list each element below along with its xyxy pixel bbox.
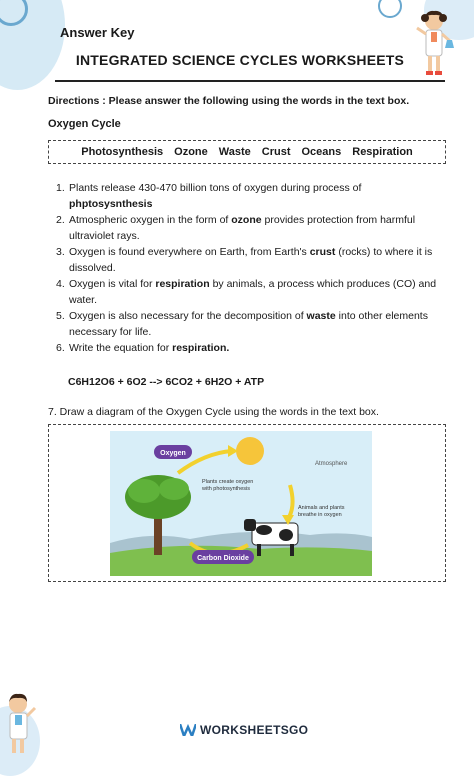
respiration-equation: C6H12O6 + 6O2 --> 6CO2 + 6H2O + ATP xyxy=(68,376,265,388)
question-item xyxy=(56,212,446,244)
question-answer: crust xyxy=(309,246,336,258)
question-number: 6. xyxy=(56,342,65,354)
question-text-continued: provides protection from harmful ultraviolet rays. xyxy=(69,214,416,242)
word-box xyxy=(48,140,446,164)
question-answer: phptosysnthesis xyxy=(69,198,153,210)
question-text-continued: (rocks) to where it is dissolved. xyxy=(69,246,433,274)
question-text: Oxygen is vital for xyxy=(69,278,153,290)
question-text: Oxygen is found everywhere on Earth, from Earth's xyxy=(69,246,307,258)
question-number: 4. xyxy=(56,278,65,290)
answer-key-label: Answer Key xyxy=(60,25,135,40)
question-number: 1. xyxy=(56,182,65,194)
question-number: 5. xyxy=(56,310,65,322)
worksheetsgo-logo-icon xyxy=(180,724,196,736)
question-item xyxy=(56,244,446,276)
question-answer: respiration. xyxy=(172,342,230,354)
plants-text-line1: Plants create oxygen xyxy=(202,479,254,485)
animals-text-line2: breathe in oxygen xyxy=(298,512,342,518)
question-text-continued: into other elements necessary for life. xyxy=(69,310,428,338)
animals-text-line1: Animals and plants xyxy=(298,505,345,511)
question-text: Write the equation for xyxy=(69,342,170,354)
title-divider xyxy=(55,80,445,82)
question-number: 3. xyxy=(56,246,65,258)
question-answer: waste xyxy=(306,310,336,322)
word-box-item: Photosynthesis xyxy=(81,146,164,158)
oxygen-cycle-diagram xyxy=(110,431,372,576)
footer-brand xyxy=(180,723,308,737)
word-box-item: Ozone xyxy=(174,146,208,158)
brand-name: WORKSHEETSGO xyxy=(200,723,309,737)
question-answer: respiration xyxy=(155,278,210,290)
word-box-item: Respiration xyxy=(352,146,413,158)
directions-text: Directions : Please answer the following using the words in the text box. xyxy=(48,95,410,107)
question-item xyxy=(56,180,446,212)
word-box-item: Oceans xyxy=(301,146,342,158)
question-7-text: 7. Draw a diagram of the Oxygen Cycle using the words in the text box. xyxy=(48,406,379,418)
question-text: Plants release 430-470 billion tons of oxygen during process of xyxy=(69,182,362,194)
ring-decoration xyxy=(378,0,402,18)
scientist-illustration-small xyxy=(0,690,40,756)
plants-text-line2: with photosynthesis xyxy=(202,486,250,492)
oxygen-label: Oxygen xyxy=(160,450,186,457)
question-text: Atmospheric oxygen in the form of xyxy=(69,214,229,226)
question-text: Oxygen is also necessary for the decomposition of xyxy=(69,310,304,322)
word-box-item: Crust xyxy=(261,146,291,158)
atmosphere-label: Atmosphere xyxy=(315,461,348,467)
question-answer: ozone xyxy=(231,214,262,226)
worksheet-title: INTEGRATED SCIENCE CYCLES WORKSHEETS xyxy=(75,52,405,68)
question-number: 2. xyxy=(56,214,65,226)
question-item xyxy=(56,276,446,308)
section-title: Oxygen Cycle xyxy=(48,118,121,130)
question-list xyxy=(56,180,446,356)
question-item xyxy=(56,340,446,356)
word-box-item: Waste xyxy=(218,146,251,158)
question-text-continued: by animals, a process which produces (CO) and water. xyxy=(69,278,437,306)
question-item xyxy=(56,308,446,340)
sun-icon xyxy=(236,437,264,465)
carbon-dioxide-label: Carbon Dioxide xyxy=(197,555,249,562)
diagram-box xyxy=(48,424,446,582)
